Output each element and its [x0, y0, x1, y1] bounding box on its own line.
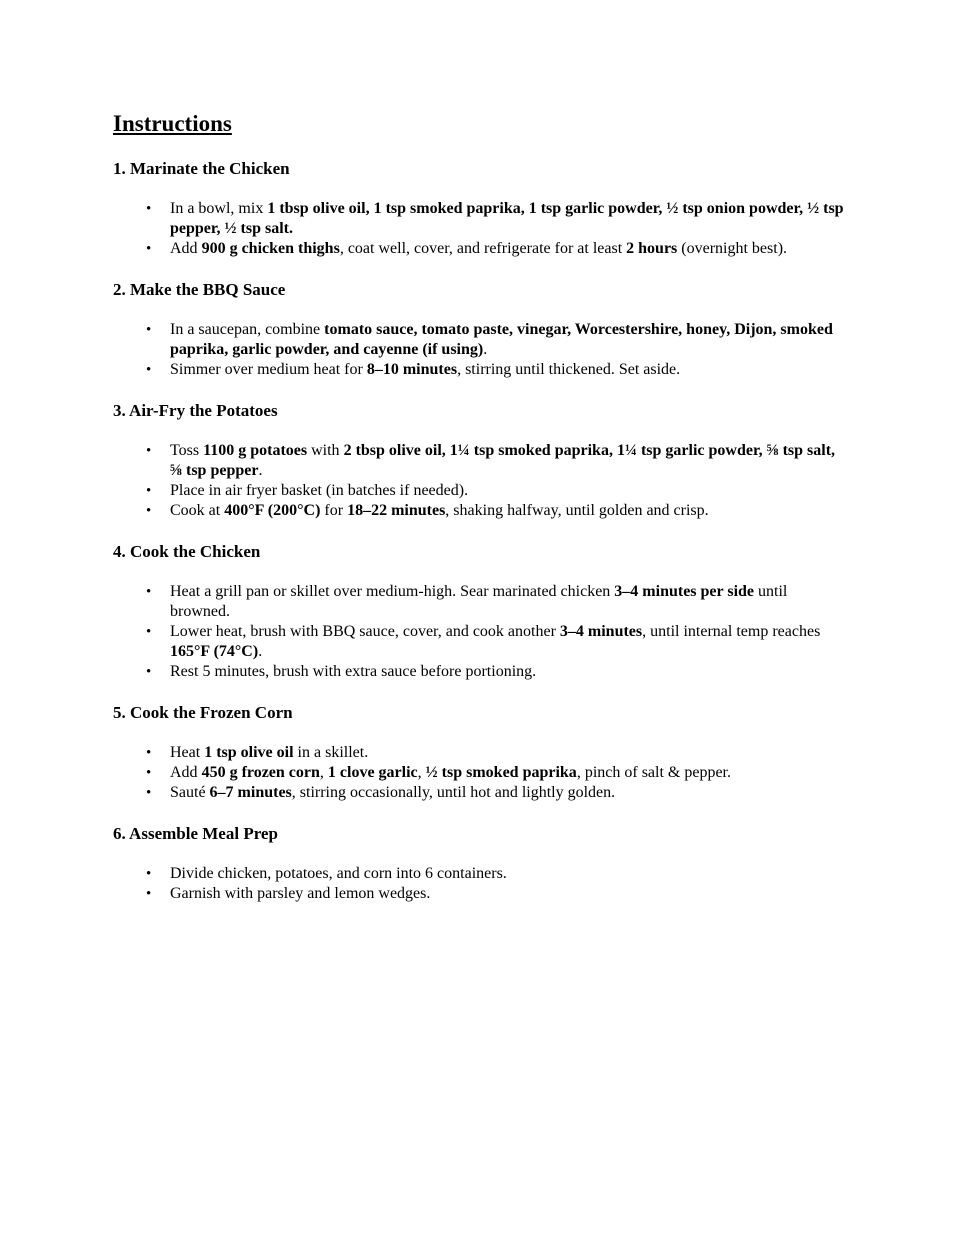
- text-segment: 3–4 minutes: [559, 623, 643, 640]
- text-segment: 450 g frozen corn: [201, 764, 320, 781]
- text-segment: .: [258, 462, 263, 479]
- text-segment: , stirring until thickened. Set aside.: [457, 361, 681, 378]
- list-item: [113, 884, 847, 904]
- text-segment: Lower heat, brush with BBQ sauce, cover, and cook another: [170, 623, 560, 640]
- list-item: [113, 199, 847, 239]
- text-segment: ,: [417, 764, 426, 781]
- text-segment: Add: [170, 764, 202, 781]
- text-segment: In a saucepan, combine: [170, 321, 325, 338]
- text-segment: ,: [319, 764, 328, 781]
- text-segment: in a skillet.: [293, 744, 369, 761]
- list-item: [113, 582, 847, 622]
- list-item: [113, 662, 847, 682]
- text-segment: Place in air fryer basket (in batches if needed).: [170, 482, 469, 499]
- text-segment: 3–4 minutes per side: [614, 583, 755, 600]
- text-segment: Rest 5 minutes, brush with extra sauce before portioning.: [170, 663, 537, 680]
- bullet-list: [113, 582, 847, 682]
- text-segment: , pinch of salt & pepper.: [576, 764, 731, 781]
- section-heading: 1. Marinate the Chicken: [113, 159, 290, 178]
- text-segment: ½ tsp smoked paprika: [425, 764, 577, 781]
- text-segment: 1 tbsp olive oil, 1 tsp smoked paprika, 1 tsp garlic powder, ½ tsp onion powder, ½ tsp pepper, ½ tsp salt.: [170, 200, 844, 237]
- section-heading: 2. Make the BBQ Sauce: [113, 280, 286, 299]
- page-title: Instructions: [113, 111, 232, 136]
- text-segment: (overnight best).: [677, 240, 788, 257]
- text-segment: Heat: [170, 744, 205, 761]
- text-segment: 165°F (74°C): [170, 643, 259, 660]
- bullet-list: [113, 743, 847, 803]
- list-item: [113, 864, 847, 884]
- text-segment: until browned.: [170, 583, 788, 620]
- text-segment: , until internal temp reaches: [642, 623, 821, 640]
- section: [113, 702, 847, 803]
- text-segment: tomato sauce, tomato paste, vinegar, Worcestershire, honey, Dijon, smoked paprika, garlic powder, and cayenne (if using): [170, 321, 833, 358]
- list-item: [113, 441, 847, 481]
- section: [113, 158, 847, 259]
- text-segment: 1 tsp olive oil: [204, 744, 294, 761]
- text-segment: Garnish with parsley and lemon wedges.: [170, 885, 431, 902]
- section: [113, 823, 847, 904]
- text-segment: Cook at: [170, 502, 225, 519]
- text-segment: for: [320, 502, 348, 519]
- text-segment: .: [258, 643, 263, 660]
- text-segment: Add: [170, 240, 202, 257]
- section-heading: 3. Air-Fry the Potatoes: [113, 401, 278, 420]
- bullet-list: [113, 199, 847, 259]
- bullet-list: [113, 441, 847, 521]
- list-item: [113, 501, 847, 521]
- text-segment: , coat well, cover, and refrigerate for at least: [339, 240, 627, 257]
- text-segment: 1 clove garlic: [327, 764, 418, 781]
- text-segment: 1100 g potatoes: [203, 442, 308, 459]
- list-item: [113, 763, 847, 783]
- text-segment: 6–7 minutes: [209, 784, 292, 801]
- document-sections: [113, 158, 847, 904]
- text-segment: with: [307, 442, 344, 459]
- bullet-list: [113, 320, 847, 380]
- bullet-list: [113, 864, 847, 904]
- text-segment: 8–10 minutes: [366, 361, 458, 378]
- text-segment: 400°F (200°C): [224, 502, 321, 519]
- section-heading: 4. Cook the Chicken: [113, 542, 261, 561]
- text-segment: , stirring occasionally, until hot and lightly golden.: [291, 784, 616, 801]
- list-item: [113, 239, 847, 259]
- text-segment: 2 hours: [626, 240, 678, 257]
- section-heading: 6. Assemble Meal Prep: [113, 824, 278, 843]
- list-item: [113, 783, 847, 803]
- text-segment: Divide chicken, potatoes, and corn into 6 containers.: [170, 865, 507, 882]
- section: [113, 400, 847, 521]
- text-segment: 2 tbsp olive oil, 1¼ tsp smoked paprika, 1¼ tsp garlic powder, ⅝ tsp salt, ⅝ tsp pepper: [170, 442, 836, 479]
- text-segment: .: [483, 341, 488, 358]
- list-item: [113, 481, 847, 501]
- list-item: [113, 622, 847, 662]
- text-segment: 900 g chicken thighs: [201, 240, 340, 257]
- section-heading: 5. Cook the Frozen Corn: [113, 703, 293, 722]
- list-item: [113, 743, 847, 763]
- section: [113, 279, 847, 380]
- list-item: [113, 320, 847, 360]
- section: [113, 541, 847, 682]
- text-segment: Simmer over medium heat for: [170, 361, 367, 378]
- text-segment: 18–22 minutes: [347, 502, 446, 519]
- text-segment: Toss: [170, 442, 204, 459]
- text-segment: Heat a grill pan or skillet over medium-high. Sear marinated chicken: [170, 583, 615, 600]
- text-segment: In a bowl, mix: [170, 200, 268, 217]
- text-segment: , shaking halfway, until golden and crisp.: [445, 502, 709, 519]
- text-segment: Sauté: [170, 784, 210, 801]
- list-item: [113, 360, 847, 380]
